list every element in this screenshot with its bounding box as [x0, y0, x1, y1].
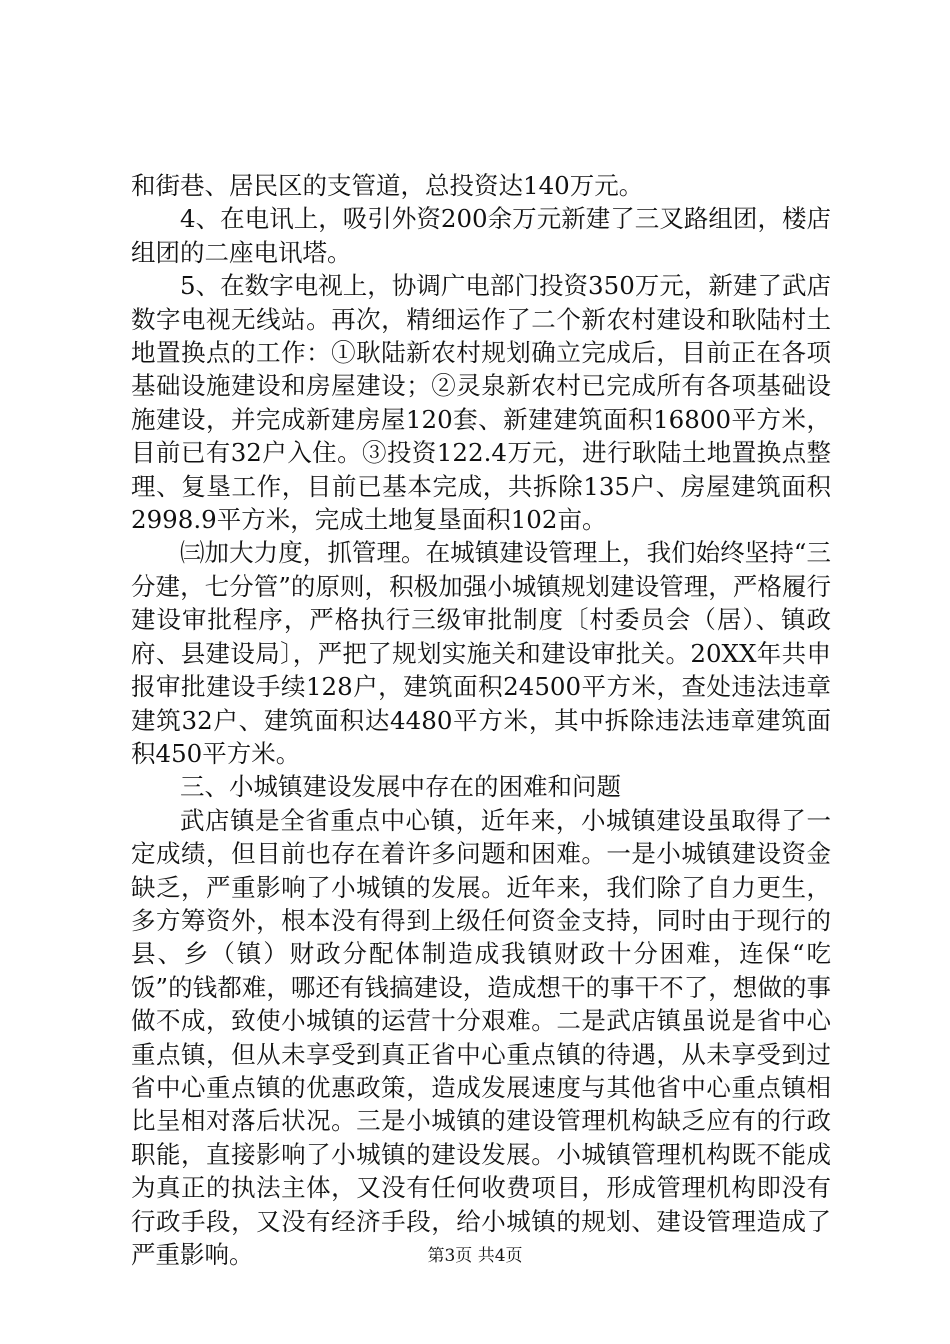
paragraph-2: 4、在电讯上，吸引外资200余万元新建了三叉路组团，楼店组团的二座电讯塔。 [131, 204, 831, 267]
page-number-current: 第3页 [427, 1246, 473, 1266]
page-footer [0, 1244, 950, 1268]
document-body [131, 169, 831, 1271]
paragraph-4: ㈢加大力度，抓管理。在城镇建设管理上，我们始终坚持“三分建，七分管”的原则，积极加强小城镇规划建设管理，严格履行建设审批程序，严格执行三级审批制度〔村委员会（居）、镇政府、县建设局〕，严把了规划实施关和建设审批关。20XX年共申报审批建设手续128户，建筑面积24500平方米，查处违法违章建筑32户、建筑面积达4480平方米，其中拆除违法违章建筑面积450平方米。 [131, 538, 831, 768]
paragraph-3: 5、在数字电视上，协调广电部门投资350万元，新建了武店数字电视无线站。再次，精细运作了二个新农村建设和耿陆村土地置换点的工作：①耿陆新农村规划确立完成后，目前正在各项基础设施建设和房屋建设；②灵泉新农村已完成所有各项基础设施建设，并完成新建房屋120套、新建建筑面积16800平方米，目前已有32户入住。③投资122.4万元，进行耿陆土地置换点整理、复垦工作，目前已基本完成，共拆除135户、房屋建筑面积2998.9平方米，完成土地复垦面积102亩。 [131, 271, 831, 535]
section-heading: 三、小城镇建设发展中存在的困难和问题 [180, 772, 621, 802]
page-number-total: 共4页 [477, 1246, 523, 1266]
paragraph-5: 武店镇是全省重点中心镇，近年来，小城镇建设虽取得了一定成绩，但目前也存在着许多问题和困难。一是小城镇建设资金缺乏，严重影响了小城镇的发展。近年来，我们除了自力更生，多方筹资外，根本没有得到上级任何资金支持，同时由于现行的县、乡（镇）财政分配体制造成我镇财政十分困难，连保“吃饭”的钱都难，哪还有钱搞建设，造成想干的事干不了，想做的事做不成，致使小城镇的运营十分艰难。二是武店镇虽说是省中心重点镇，但从未享受到真正省中心重点镇的待遇，从未享受到过省中心重点镇的优惠政策，造成发展速度与其他省中心重点镇相比呈相对落后状况。三是小城镇的建设管理机构缺乏应有的行政职能，直接影响了小城镇的建设发展。小城镇管理机构既不能成为真正的执法主体，又没有任何收费项目，形成管理机构即没有行政手段，又没有经济手段，给小城镇的规划、建设管理造成了严重影响。 [131, 805, 831, 1269]
paragraph-1: 和街巷、居民区的支管道，总投资达140万元。 [131, 171, 644, 200]
